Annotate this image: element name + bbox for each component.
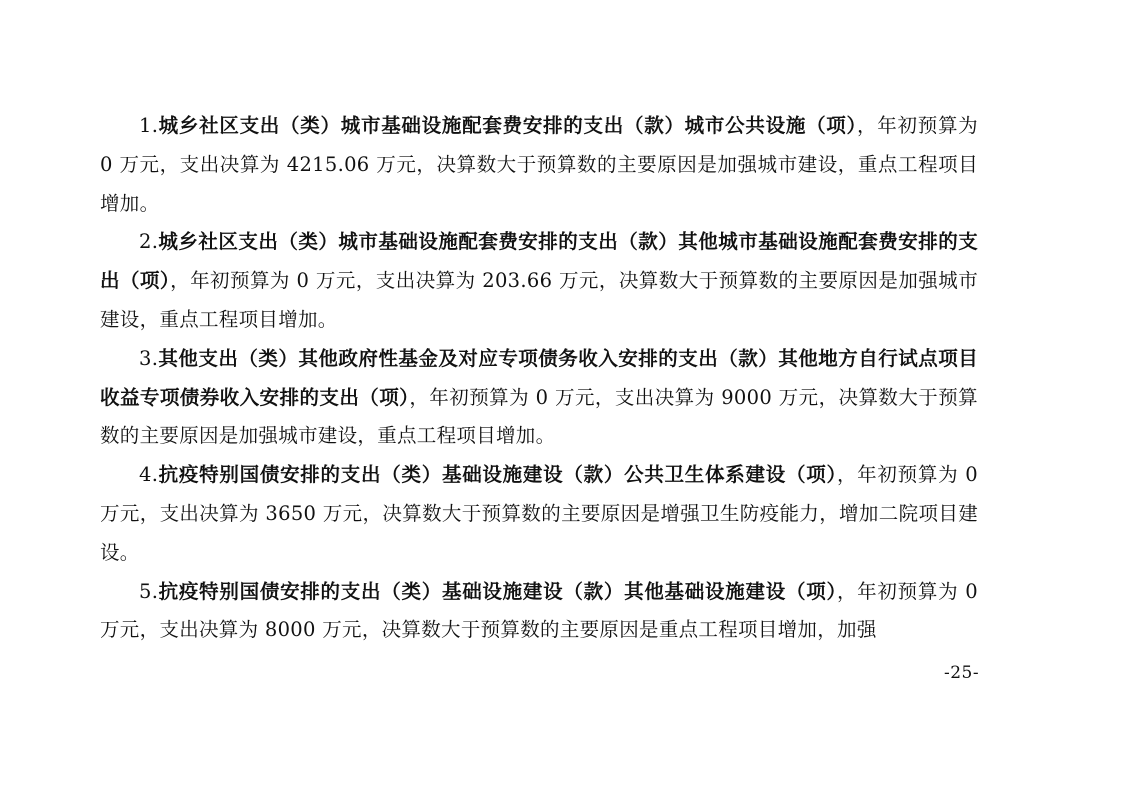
item-number: 1.: [139, 114, 159, 137]
item-number: 3.: [139, 346, 159, 370]
item-number: 5.: [139, 579, 159, 603]
item-number: 2.: [139, 230, 159, 254]
item-heading: 抗疫特别国债安排的支出（类）基础设施建设（款）其他基础设施建设（项）: [158, 579, 837, 603]
body-text: [100, 107, 978, 650]
paragraph-2: [100, 223, 978, 339]
item-text: ，年初预算为 0 万元，支出决算为 203.66 万元，决算数大于预算数的主要原因是加强城市建设，重点工程项目增加。: [100, 269, 979, 331]
page-number: -25-: [944, 663, 980, 683]
item-heading: 城乡社区支出（类）城市基础设施配套费安排的支出（款）城市公共设施（项）: [158, 114, 858, 137]
paragraph-1: [100, 107, 978, 223]
item-text: ，年初预算为 0 万元，支出决算为 3650 万元，决算数大于预算数的主要原因是增强卫生防疫能力，增加二院项目建设。: [100, 463, 978, 564]
paragraph-4: [100, 456, 978, 572]
item-heading: 抗疫特别国债安排的支出（类）基础设施建设（款）公共卫生体系建设（项）: [158, 463, 837, 487]
item-text: ，年初预算为 0 万元，支出决算为 8000 万元，决算数大于预算数的主要原因是重点工程项目增加，加强: [100, 579, 978, 642]
item-text: ，年初预算为 0 万元，支出决算为 4215.06 万元，决算数大于预算数的主要原因是加强城市建设，重点工程项目增加。: [100, 114, 978, 215]
paragraph-3: [100, 340, 978, 456]
paragraph-5: [100, 573, 978, 651]
item-text: ，年初预算为 0 万元，支出决算为 9000 万元，决算数大于预算数的主要原因是加强城市建设，重点工程项目增加。: [100, 385, 978, 448]
item-number: 4.: [139, 463, 159, 487]
item-heading: 其他支出（类）其他政府性基金及对应专项债务收入安排的支出（款）其他地方自行试点项目收益专项债券收入安排的支出（项）: [100, 346, 978, 409]
item-heading: 城乡社区支出（类）城市基础设施配套费安排的支出（款）其他城市基础设施配套费安排的支出（项）: [100, 230, 978, 293]
